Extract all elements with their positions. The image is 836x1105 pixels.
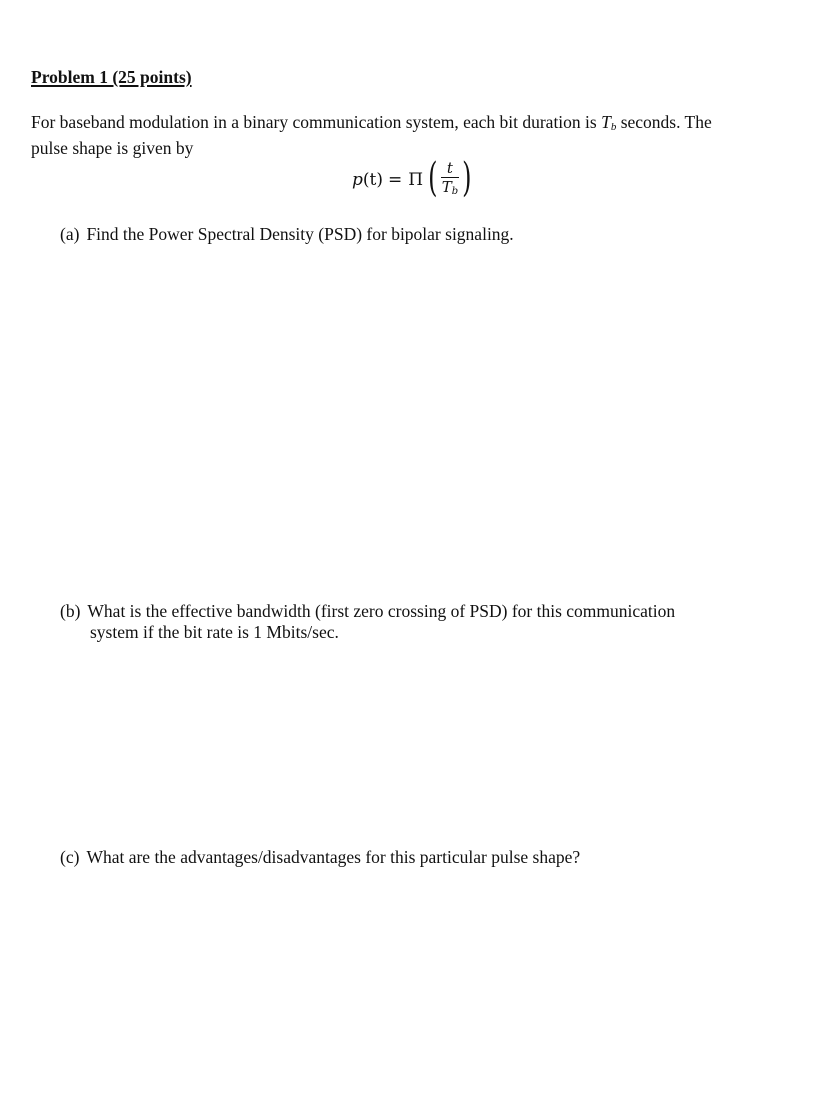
fraction-denominator	[441, 179, 459, 200]
bit-duration-sub: b	[610, 121, 617, 133]
part-c-text: What are the advantages/disadvantages for this particular pulse shape?	[86, 847, 581, 867]
intro-text-end: seconds. The	[616, 112, 712, 132]
part-b-text-line-1: What is the effective bandwidth (first zero crossing of PSD) for this communication	[87, 601, 676, 621]
denominator-var: T	[441, 178, 452, 196]
intro-line-1	[31, 112, 801, 138]
part-c	[60, 847, 580, 868]
part-b-text-line-2: system if the bit rate is 1 Mbits/sec.	[90, 622, 339, 642]
equation-fraction	[441, 160, 459, 200]
left-paren: (	[428, 155, 438, 201]
problem-intro	[31, 112, 801, 159]
denominator-sub: b	[451, 186, 459, 197]
fraction-numerator: t	[446, 159, 453, 177]
equation-equals: =	[388, 170, 403, 190]
bit-duration-var: T	[601, 112, 611, 132]
pulse-shape-equation	[352, 154, 475, 206]
equation-arg: (t)	[362, 170, 383, 190]
part-b	[60, 601, 675, 643]
intro-text-start: For baseband modulation in a binary communication system, each bit duration is	[31, 112, 602, 132]
problem-heading: Problem 1 (25 points)	[31, 67, 192, 87]
bit-duration-symbol	[601, 112, 616, 132]
part-a-label: (a)	[60, 224, 80, 244]
part-b-label: (b)	[60, 601, 81, 621]
part-a	[60, 224, 514, 245]
equation-lhs	[352, 170, 383, 190]
equation-func: p	[352, 170, 363, 190]
part-c-label: (c)	[60, 847, 80, 867]
part-a-text: Find the Power Spectral Density (PSD) for bipolar signaling.	[86, 224, 514, 244]
rect-operator: Π	[408, 170, 424, 190]
right-paren: )	[462, 155, 472, 201]
intro-line-2: pulse shape is given by	[31, 138, 194, 158]
